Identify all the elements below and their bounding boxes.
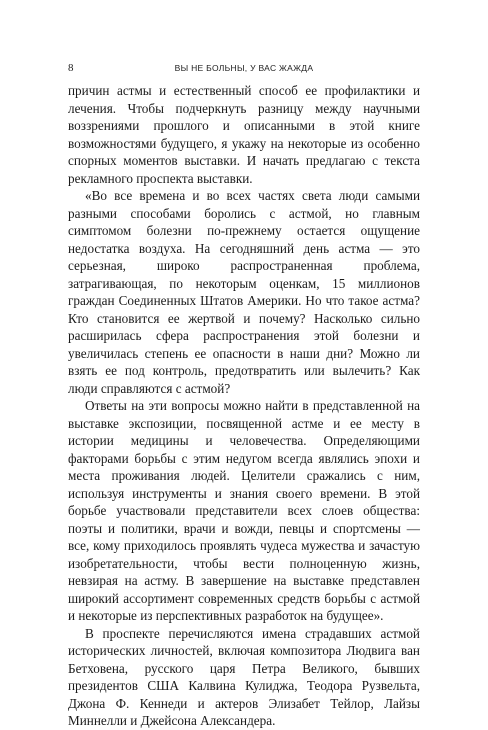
body-text — [68, 82, 420, 730]
paragraph-4: В проспекте перечисляются имена страдавших астмой исторических личностей, включая композитора Людвига ван Бетховена, русского царя Петра Великого, бывших президентов США Калвина Кулиджа, Теодора Рузвельта, Джона Ф. Кеннеди и актеров Элизабет Тейлор, Лайзы Миннелли и Джейсона Александера. — [68, 625, 420, 728]
page-number: 8 — [68, 62, 74, 74]
running-title: ВЫ НЕ БОЛЬНЫ, У ВАС ЖАЖДА — [174, 63, 314, 73]
paragraph-1: причин астмы и естественный способ ее профилактики и лечения. Чтобы подчеркнуть разницу между научными воззрениями прошлого и описанными в этой книге возможностями будущего, я укажу на некоторые из особенно спорных моментов выставки. И начать предлагаю с текста рекламного проспекта выставки. — [68, 83, 420, 186]
paragraph-2: «Во все времена и во всех частях света люди самыми разными способами боролись с астмой, но главным симптомом болезни по-прежнему остается ощущение недостатка воздуха. На сегодняшний день астма — это серьезная, широко распространенная проблема, затрагивающая, по некоторым оценкам, 15 миллионов граждан Соединенных Штатов Америки. Но что такое астма? Кто становится ее жертвой и почему? Насколько сильно расширилась сфера распространения этой болезни и увеличилась степень ее опасности в наши дни? Можно ли взять ее под контроль, предотвратить или вылечить? Как люди справляются с астмой? — [68, 188, 420, 396]
running-header — [68, 62, 420, 76]
paragraph-3: Ответы на эти вопросы можно найти в представленной на выставке экспозиции, посвященной астме и ее месту в истории медицины и человечества. Определяющими факторами борьбы с этим недугом всегда являлись эпохи и места проживания людей. Целители сражались с ним, используя инструменты и знания своего времени. В этой борьбе участвовали представители всех слоев общества: поэты и политики, врачи и вожди, певцы и спортсмены — все, кому приходилось проявлять чудеса мужества и зачастую изобретательности, чтобы вести полноценную жизнь, невзирая на астму. В завершение на выставке представлен широкий ассортимент современных средств борьбы с астмой и некоторые из перспективных разработок на будущее». — [68, 398, 420, 623]
